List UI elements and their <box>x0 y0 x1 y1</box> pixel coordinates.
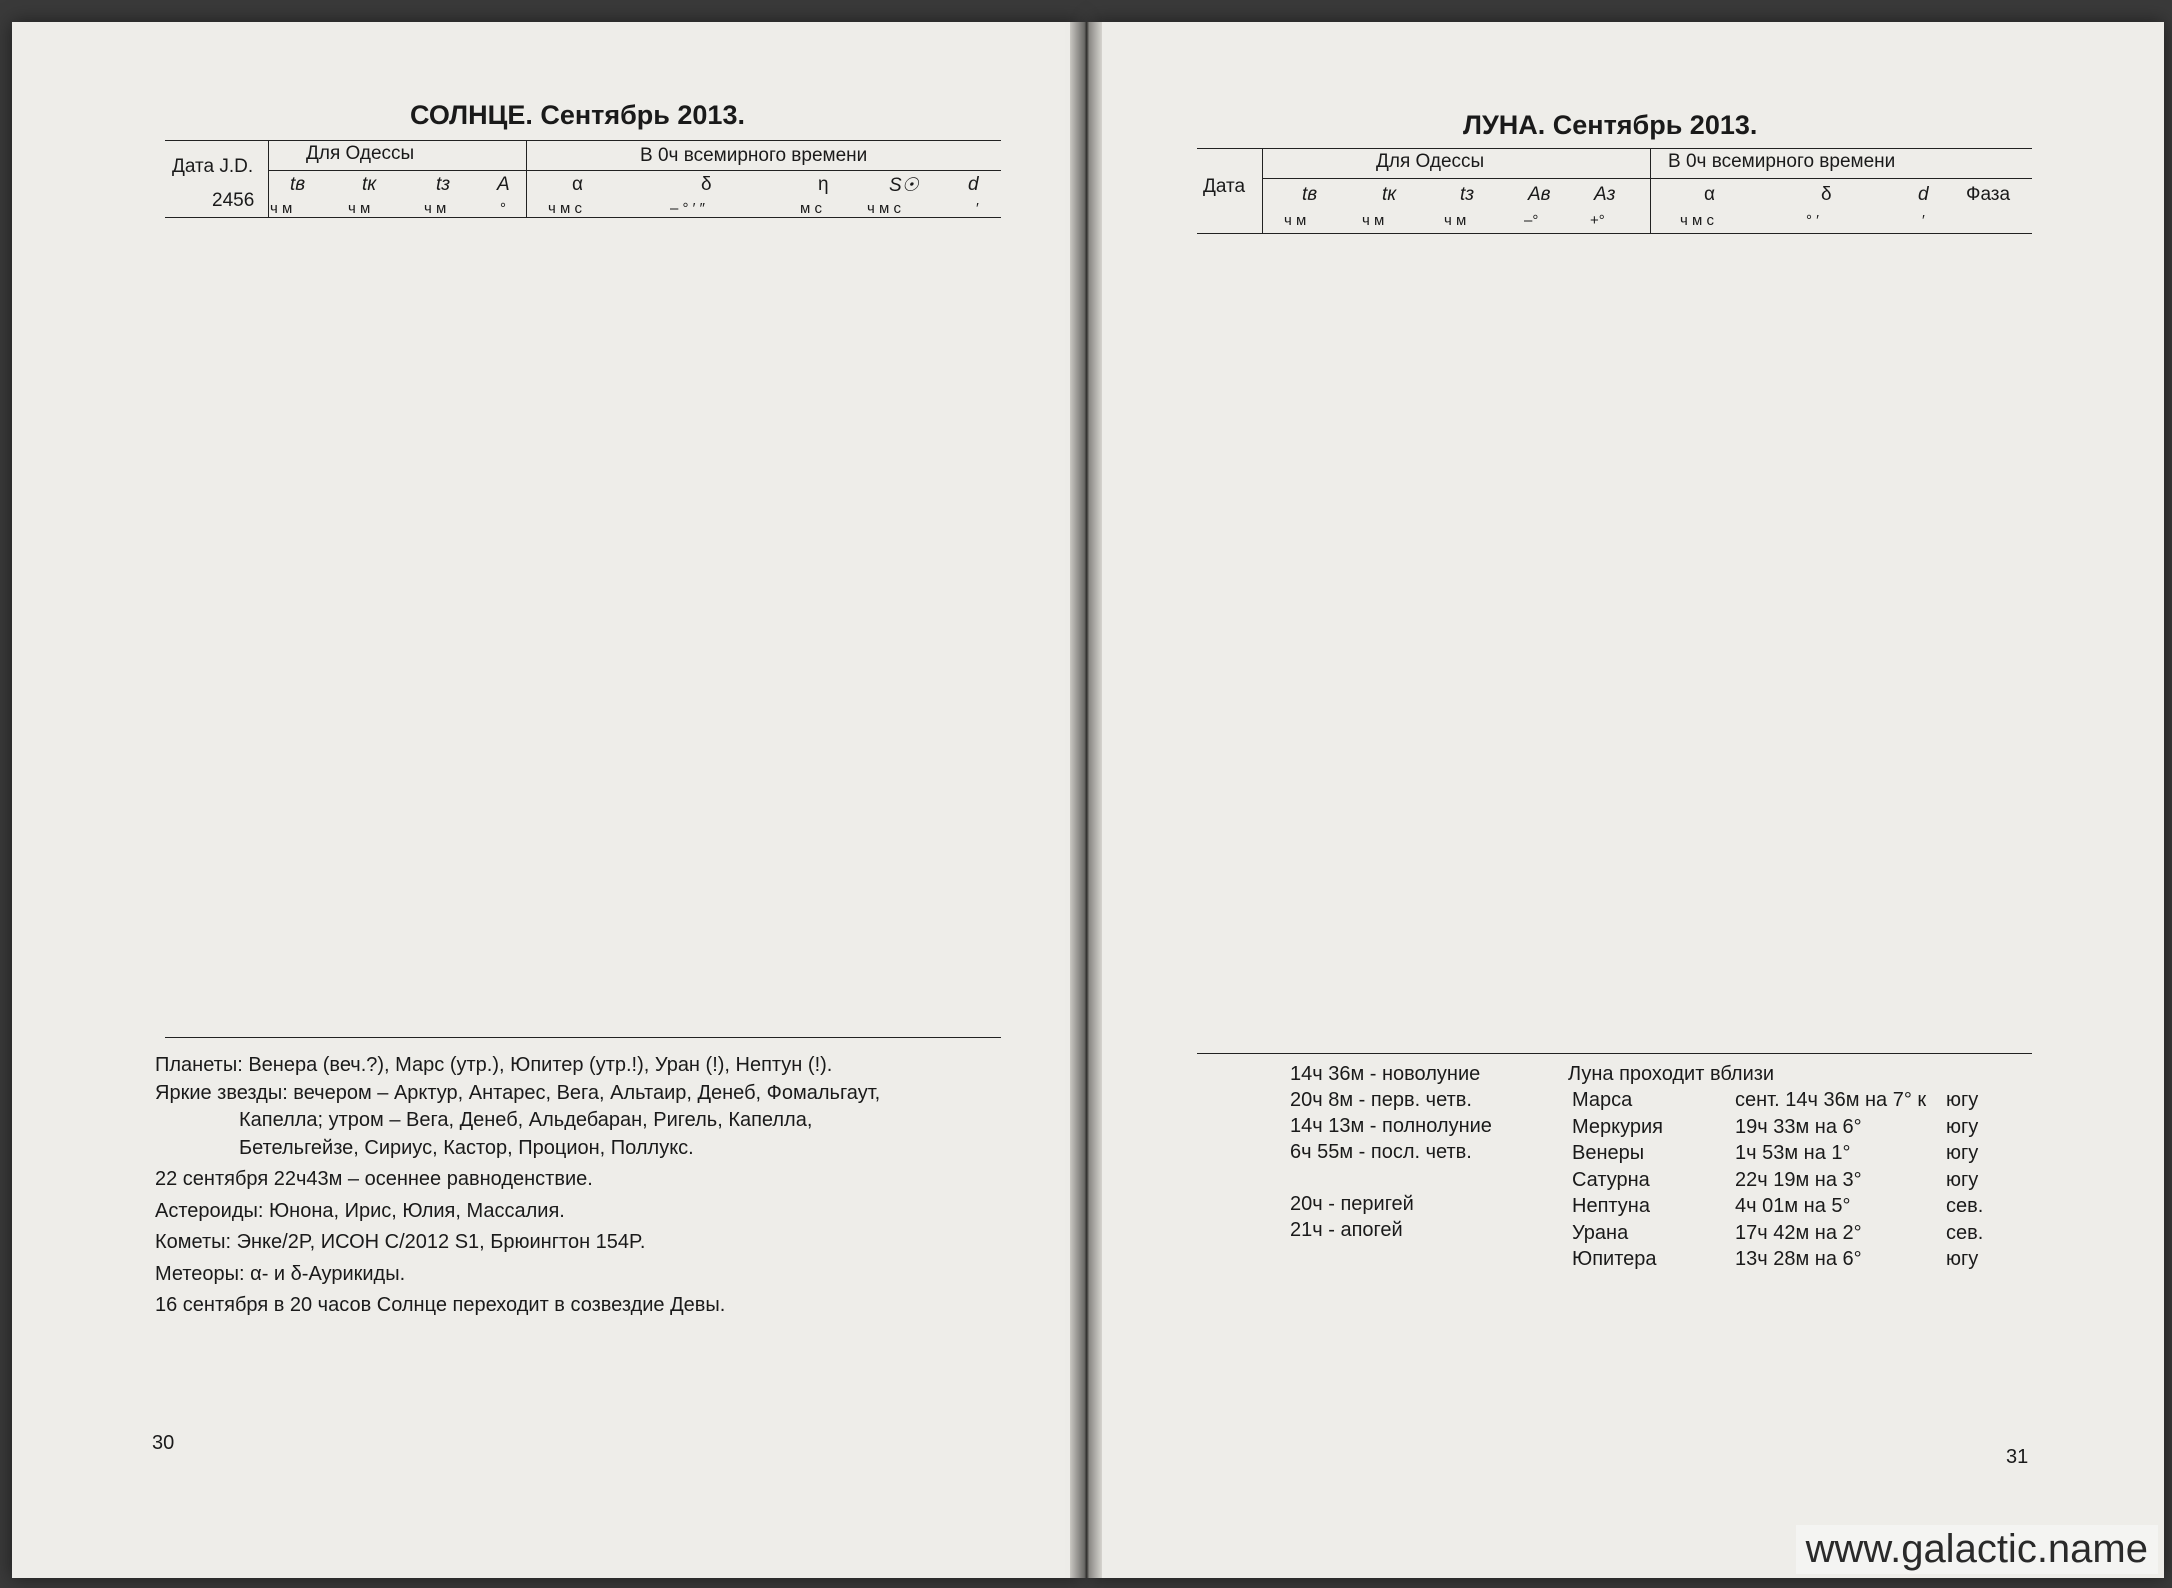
moon-pass-body: Юпитера <box>1572 1248 1657 1270</box>
sun-header-delta: δ <box>701 174 712 195</box>
moon-header-ut: В 0ч всемирного времени <box>1668 151 1896 172</box>
page-number-left: 30 <box>152 1432 175 1454</box>
moon-unit-tv: ч м <box>1284 212 1307 229</box>
moon-header-odessa: Для Одессы <box>1376 151 1485 172</box>
sun-header-odessa: Для Одессы <box>306 143 415 164</box>
moon-title: ЛУНА. Сентябрь 2013. <box>1463 110 1758 140</box>
moon-header-alpha: α <box>1704 184 1715 205</box>
sun-note-line: 16 сентября в 20 часов Солнце переходит в созвездие Девы. <box>155 1294 726 1316</box>
moon-phase-text: 6ч 55м - посл. четв. <box>1290 1141 1472 1163</box>
right-page <box>1092 22 2164 1578</box>
sun-note-line: Кометы: Энке/2P, ИСОН C/2012 S1, Брюингтон 154P. <box>155 1231 646 1253</box>
moon-header-d: d <box>1918 184 1929 205</box>
sun-unit-eta: м с <box>800 200 822 217</box>
book-gutter <box>1070 22 1102 1578</box>
sun-note-line: Яркие звезды: вечером – Арктур, Антарес, Вега, Альтаир, Денеб, Фомальгаут, <box>155 1081 881 1104</box>
sun-unit-delta: – ° ′ ″ <box>670 200 705 217</box>
sun-header-a: A <box>497 174 510 195</box>
moon-pass-body: Меркурия <box>1572 1115 1664 1138</box>
sun-unit-a: ° <box>500 200 506 217</box>
moon-phase-text: 14ч 36м - новолуние <box>1290 1063 1481 1085</box>
sun-unit-s0: ч м с <box>867 200 901 217</box>
sun-note-line: Метеоры: α- и δ-Аурикиды. <box>155 1262 406 1285</box>
moon-pass-body: Сатурна <box>1572 1168 1650 1191</box>
moon-phase-text: 21ч - апогей <box>1290 1219 1403 1241</box>
moon-header-phase: Фаза <box>1966 184 2011 205</box>
moon-pass-body: Урана <box>1572 1221 1629 1244</box>
moon-header-tv: tв <box>1302 184 1318 205</box>
moon-phase-text: 20ч 8м - перв. четв. <box>1290 1089 1472 1111</box>
moon-passes-title: Луна проходит вблизи <box>1568 1063 1775 1085</box>
sun-note-line: Планеты: Венера (веч.?), Марс (утр.), Юпитер (утр.!), Уран (!), Нептун (!). <box>155 1054 833 1076</box>
sun-header-tz: tз <box>436 174 451 195</box>
sun-header-s0: S☉ <box>889 175 919 196</box>
moon-unit-d: ′ <box>1922 212 1925 229</box>
moon-pass-text: 22ч 19м на 3° <box>1735 1168 1862 1191</box>
moon-pass-text: сент. 14ч 36м на 7° к <box>1735 1089 1927 1111</box>
moon-pass-text: 19ч 33м на 6° <box>1735 1115 1862 1138</box>
sun-header-eta: η <box>818 174 829 195</box>
sun-unit-tz: ч м <box>424 200 447 217</box>
moon-unit-av: –° <box>1524 212 1539 229</box>
moon-pass-direction: югу <box>1946 1168 1979 1191</box>
moon-pass-body: Нептуна <box>1572 1195 1650 1217</box>
sun-notes <box>155 1052 880 1320</box>
moon-phase-text: 14ч 13м - полнолуние <box>1290 1115 1492 1137</box>
moon-pass-text: 4ч 01м на 5° <box>1735 1195 1851 1217</box>
moon-unit-tk: ч м <box>1362 212 1385 229</box>
sun-unit-tv: ч м <box>270 200 293 217</box>
sun-header-date-jd: Дата J.D. <box>172 156 254 177</box>
moon-header-az: Aз <box>1594 184 1616 205</box>
sun-note-line: Капелла; утром – Вега, Денеб, Альдебаран, Ригель, Капелла, <box>239 1109 813 1131</box>
sun-header-jd-prefix: 2456 <box>212 190 255 211</box>
sun-unit-d: ′ <box>976 200 979 217</box>
moon-pass-text: 13ч 28м на 6° <box>1735 1248 1862 1270</box>
moon-pass-text: 1ч 53м на 1° <box>1735 1142 1851 1164</box>
moon-header-tz: tз <box>1460 184 1475 205</box>
sun-note-line: 22 сентября 22ч43м – осеннее равноденствие. <box>155 1168 593 1190</box>
moon-unit-alpha: ч м с <box>1680 212 1714 229</box>
sun-unit-tk: ч м <box>348 200 371 217</box>
sun-header-tk: tк <box>362 174 377 195</box>
moon-unit-tz: ч м <box>1444 212 1467 229</box>
moon-pass-direction: югу <box>1946 1142 1979 1164</box>
left-page <box>12 22 1080 1578</box>
moon-header-tk: tк <box>1382 184 1397 205</box>
page-number-right: 31 <box>2006 1446 2029 1468</box>
moon-header-delta: δ <box>1821 184 1832 205</box>
sun-note-line: Бетельгейзе, Сириус, Кастор, Процион, Поллукс. <box>239 1136 694 1159</box>
moon-pass-body: Венеры <box>1572 1142 1645 1164</box>
sun-header-tv: tв <box>290 174 306 195</box>
sun-header-ut: В 0ч всемирного времени <box>640 145 868 166</box>
moon-pass-text: 17ч 42м на 2° <box>1735 1221 1862 1244</box>
moon-pass-body: Марса <box>1572 1089 1633 1111</box>
moon-pass-direction: югу <box>1946 1089 1979 1111</box>
sun-header-d: d <box>968 174 979 195</box>
moon-header-av: Aв <box>1528 184 1551 205</box>
sun-header-alpha: α <box>572 174 583 195</box>
sun-title: СОЛНЦЕ. Сентябрь 2013. <box>410 100 745 130</box>
watermark: www.galactic.name <box>1796 1525 2158 1574</box>
moon-pass-direction: сев. <box>1946 1195 1984 1217</box>
moon-phase-text: 20ч - перигей <box>1290 1193 1414 1215</box>
moon-pass-direction: сев. <box>1946 1221 1984 1244</box>
moon-unit-delta: ° ′ <box>1806 212 1819 229</box>
moon-pass-direction: югу <box>1946 1248 1979 1270</box>
moon-unit-az: +° <box>1590 212 1605 229</box>
moon-header-date: Дата <box>1203 176 1246 197</box>
sun-unit-alpha: ч м с <box>548 200 582 217</box>
moon-pass-direction: югу <box>1946 1115 1979 1138</box>
sun-note-line: Астероиды: Юнона, Ирис, Юлия, Массалия. <box>155 1199 565 1222</box>
